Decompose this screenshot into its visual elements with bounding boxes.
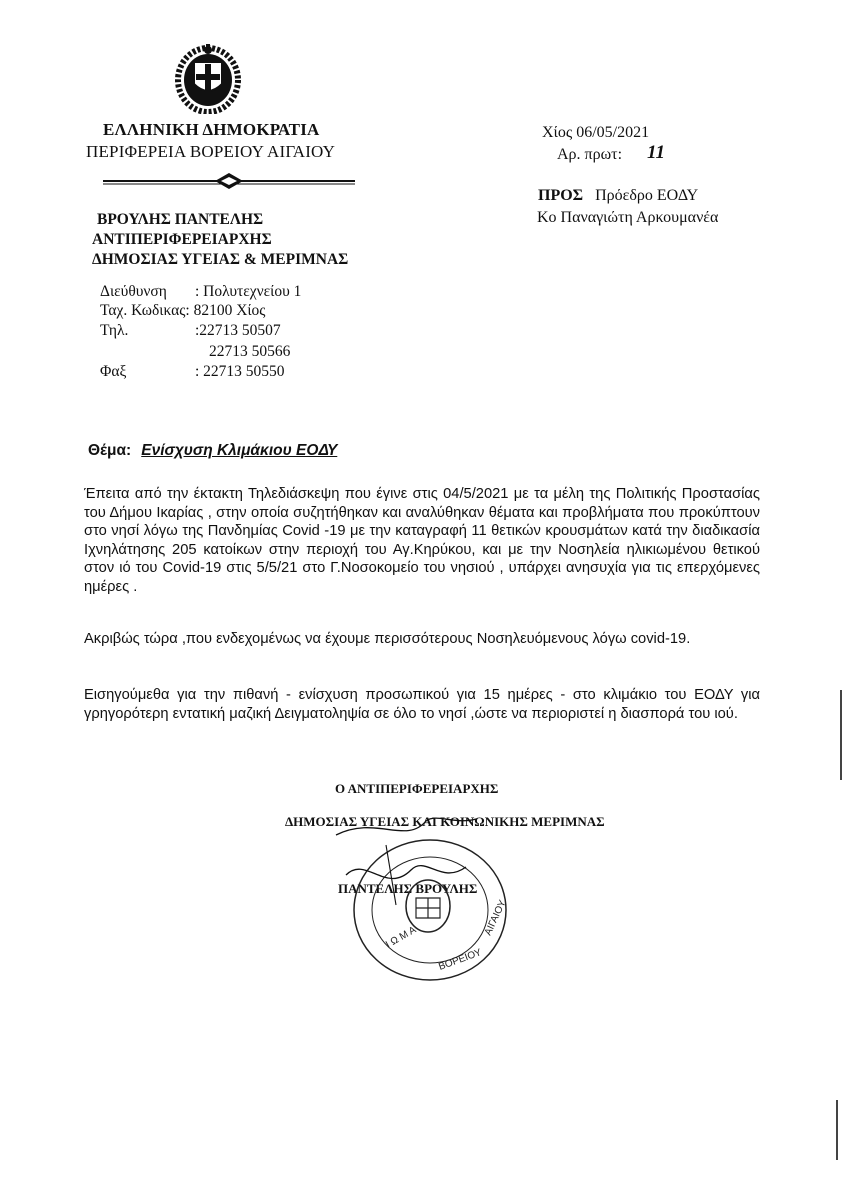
fax-label: Φαξ: [100, 363, 127, 380]
office-department: ΔΗΜΟΣΙΑΣ ΥΓΕΙΑΣ & ΜΕΡΙΜΝΑΣ: [92, 251, 349, 268]
svg-text:Ι Ω Μ Α: Ι Ω Μ Α: [384, 924, 419, 951]
recipient-value: Πρόεδρο ΕΟΔΥ: [595, 187, 699, 204]
protocol-label: Αρ. πρωτ:: [557, 146, 623, 163]
body-paragraph-2: Ακριβώς τώρα ,που ενδεχομένως να έχουμε περισσότερους Νοσηλευόμενους λόγω covid-19.: [84, 631, 691, 647]
fax-row: [100, 361, 285, 383]
phone-label: Τηλ.: [100, 322, 129, 339]
signature-title: Ο ΑΝΤΙΠΕΡΙΦΕΡΕΙΑΡΧΗΣ: [335, 781, 499, 796]
scan-edge-mark: [840, 690, 842, 780]
header-region: ΠΕΡΙΦΕΡΕΙΑ ΒΟΡΕΙΟΥ ΑΙΓΑΙΟΥ: [86, 142, 336, 161]
address-label: Διεύθυνση: [100, 283, 167, 300]
signature-department: ΔΗΜΟΣΙΑΣ ΥΓΕΙΑΣ ΚΑΙ ΚΟΙΝΩΝΙΚΗΣ ΜΕΡΙΜΝΑΣ: [285, 814, 605, 829]
header-divider: [103, 172, 355, 190]
fax-value: : 22713 50550: [195, 363, 285, 380]
recipient-label: ΠΡΟΣ: [538, 187, 584, 204]
protocol-number: 11: [647, 142, 665, 163]
subject-label: Θέμα:: [88, 442, 132, 459]
greek-state-emblem-icon: [172, 42, 244, 114]
phone-row: [100, 320, 281, 342]
header-country: ΕΛΛΗΝΙΚΗ ΔΗΜΟΚΡΑΤΙΑ: [103, 120, 320, 139]
postal-row: [100, 300, 265, 322]
svg-text:ΑΙΓΑΙΟΥ: ΑΙΓΑΙΟΥ: [482, 898, 509, 938]
postal-label: Ταχ. Κωδικας: [100, 302, 186, 319]
handwritten-signature-icon: [316, 815, 516, 925]
phone-value-2: 22713 50566: [209, 343, 291, 360]
place-date: Χίος 06/05/2021: [542, 124, 650, 141]
body-paragraph-3: Εισηγούμεθα για την πιθανή - ενίσχυση προσωπικού για 15 ημέρες - στο κλιμάκιο του ΕΟΔΥ για γρηγορότερη εντατική μαζική Δειγματοληψία σε όλο το νησί ,ώστε να περιοριστεί η διασπορά του ιού.: [84, 687, 760, 722]
office-name: ΒΡΟΥΛΗΣ ΠΑΝΤΕΛΗΣ: [97, 211, 264, 228]
svg-text:ΒΟΡΕΙΟΥ: ΒΟΡΕΙΟΥ: [437, 947, 484, 973]
postal-value: : 82100 Χίος: [185, 302, 266, 319]
address-value: : Πολυτεχνείου 1: [195, 283, 302, 300]
subject-text: Ενίσχυση Κλιμάκιου ΕΟΔΥ: [141, 442, 338, 459]
signature-name: ΠΑΝΤΕΛΗΣ ΒΡΟΥΛΗΣ: [338, 881, 478, 896]
subject-line: [88, 442, 337, 460]
recipient-person: Κο Παναγιώτη Αρκουμανέα: [537, 209, 719, 226]
phone-value-1: :22713 50507: [195, 322, 281, 339]
body-paragraph-1: Έπειτα από την έκτακτη Τηλεδιάσκεψη που έγινε στις 04/5/2021 με τα μέλη της Πολιτικής Προστασίας του Δήμου Ικαρίας , στην οποία συζητήθηκαν και αναλύθηκαν θέματα και προβλήματα που προκύπτουν στο νησί λόγω της Πανδημίας Covid -19 με την καταγραφή 11 θετικών κρουσμάτων κατά την διαδικασία Ιχνηλάτησης 205 κατοίκων στην περιοχή του Αγ.Κηρύκου, και με την Νοσηλεία ηλικιωμένου θετικού στον ιό του Covid-19 στις 5/5/21 στο Γ.Νοσοκομείο του νησιού , υπάρχει ανησυχία για τις επερχόμενες ημέρες .: [84, 486, 760, 595]
recipient-row: [538, 187, 698, 205]
scan-edge-mark: [836, 1100, 838, 1160]
office-title: ΑΝΤΙΠΕΡΙΦΕΡΕΙΑΡΧΗΣ: [92, 231, 272, 248]
